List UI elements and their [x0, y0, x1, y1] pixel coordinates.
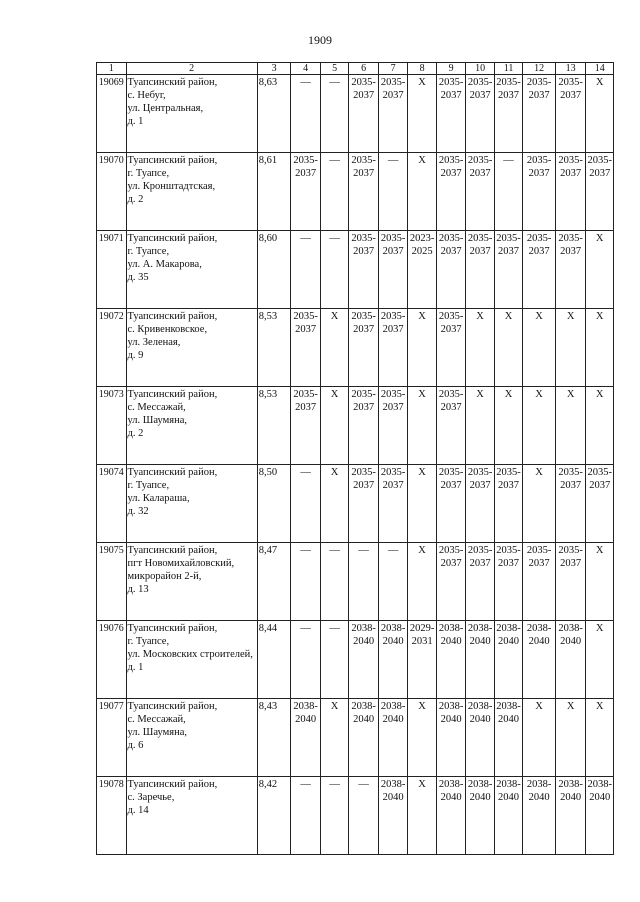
- cost-cell: 8,42: [257, 777, 291, 855]
- period-cell: —: [320, 621, 348, 699]
- period-cell: 2035- 2037: [586, 465, 614, 543]
- period-cell: —: [349, 777, 379, 855]
- row-number: 19071: [97, 231, 127, 309]
- row-number: 19069: [97, 75, 127, 153]
- period-cell: 2035- 2037: [494, 465, 522, 543]
- cost-cell: 8,47: [257, 543, 291, 621]
- cost-cell: 8,53: [257, 309, 291, 387]
- period-cell: 2035- 2037: [555, 231, 586, 309]
- period-cell: —: [291, 777, 321, 855]
- period-cell: 2035- 2037: [494, 231, 522, 309]
- header-row: [97, 63, 614, 75]
- period-cell: 2035- 2037: [378, 387, 408, 465]
- column-header: 7: [378, 63, 408, 75]
- column-header: 5: [320, 63, 348, 75]
- row-number: 19073: [97, 387, 127, 465]
- period-cell: 2038- 2040: [466, 699, 494, 777]
- table-row: [97, 309, 614, 387]
- period-cell: —: [320, 153, 348, 231]
- period-cell: 2035- 2037: [555, 75, 586, 153]
- period-cell: —: [320, 231, 348, 309]
- column-header: 12: [523, 63, 556, 75]
- period-cell: 2035- 2037: [349, 309, 379, 387]
- period-cell: —: [291, 621, 321, 699]
- period-cell: 2035- 2037: [291, 309, 321, 387]
- table-row: [97, 153, 614, 231]
- period-cell: X: [586, 387, 614, 465]
- period-cell: X: [320, 387, 348, 465]
- period-cell: 2023- 2025: [408, 231, 436, 309]
- cost-cell: 8,43: [257, 699, 291, 777]
- period-cell: X: [408, 387, 436, 465]
- period-cell: 2035- 2037: [378, 465, 408, 543]
- period-cell: —: [320, 75, 348, 153]
- period-cell: 2038- 2040: [378, 699, 408, 777]
- row-number: 19072: [97, 309, 127, 387]
- period-cell: —: [349, 543, 379, 621]
- period-cell: 2035- 2037: [494, 75, 522, 153]
- period-cell: 2035- 2037: [466, 75, 494, 153]
- period-cell: 2035- 2037: [466, 153, 494, 231]
- period-cell: X: [586, 309, 614, 387]
- period-cell: 2035- 2037: [466, 231, 494, 309]
- period-cell: 2035- 2037: [349, 231, 379, 309]
- period-cell: X: [466, 387, 494, 465]
- period-cell: 2035- 2037: [494, 543, 522, 621]
- period-cell: 2035- 2037: [378, 75, 408, 153]
- row-number: 19077: [97, 699, 127, 777]
- row-number: 19070: [97, 153, 127, 231]
- period-cell: 2038- 2040: [555, 621, 586, 699]
- period-cell: 2035- 2037: [523, 231, 556, 309]
- column-header: 13: [555, 63, 586, 75]
- address-cell: Туапсинский район, г. Туапсе, ул. Кронштадтская, д. 2: [126, 153, 257, 231]
- period-cell: 2035- 2037: [555, 465, 586, 543]
- period-cell: X: [320, 309, 348, 387]
- period-cell: X: [586, 621, 614, 699]
- column-header: 2: [126, 63, 257, 75]
- period-cell: 2035- 2037: [349, 387, 379, 465]
- column-header: 3: [257, 63, 291, 75]
- cost-cell: 8,63: [257, 75, 291, 153]
- column-header: 6: [349, 63, 379, 75]
- address-cell: Туапсинский район, г. Туапсе, ул. Калараша, д. 32: [126, 465, 257, 543]
- column-header: 8: [408, 63, 436, 75]
- period-cell: X: [408, 699, 436, 777]
- period-cell: X: [523, 309, 556, 387]
- period-cell: 2038- 2040: [494, 621, 522, 699]
- period-cell: 2035- 2037: [349, 465, 379, 543]
- period-cell: 2035- 2037: [436, 153, 466, 231]
- period-cell: X: [586, 75, 614, 153]
- period-cell: 2035- 2037: [555, 543, 586, 621]
- period-cell: X: [586, 699, 614, 777]
- period-cell: X: [586, 543, 614, 621]
- period-cell: X: [523, 387, 556, 465]
- period-cell: 2035- 2037: [378, 309, 408, 387]
- row-number: 19075: [97, 543, 127, 621]
- cost-cell: 8,60: [257, 231, 291, 309]
- period-cell: X: [494, 387, 522, 465]
- period-cell: 2038- 2040: [378, 621, 408, 699]
- period-cell: 2038- 2040: [466, 621, 494, 699]
- table-row: [97, 777, 614, 855]
- column-header: 10: [466, 63, 494, 75]
- period-cell: 2035- 2037: [378, 231, 408, 309]
- period-cell: X: [555, 309, 586, 387]
- period-cell: 2038- 2040: [494, 699, 522, 777]
- period-cell: 2035- 2037: [436, 309, 466, 387]
- period-cell: X: [466, 309, 494, 387]
- period-cell: 2038- 2040: [291, 699, 321, 777]
- period-cell: X: [408, 465, 436, 543]
- table-row: [97, 699, 614, 777]
- period-cell: 2035- 2037: [555, 153, 586, 231]
- period-cell: 2035- 2037: [436, 231, 466, 309]
- period-cell: 2035- 2037: [586, 153, 614, 231]
- column-header: 4: [291, 63, 321, 75]
- period-cell: 2035- 2037: [349, 75, 379, 153]
- table-row: [97, 543, 614, 621]
- period-cell: 2035- 2037: [291, 387, 321, 465]
- period-cell: 2035- 2037: [523, 543, 556, 621]
- period-cell: X: [586, 231, 614, 309]
- period-cell: 2035- 2037: [523, 75, 556, 153]
- period-cell: X: [494, 309, 522, 387]
- period-cell: X: [408, 75, 436, 153]
- table-row: [97, 387, 614, 465]
- period-cell: —: [320, 777, 348, 855]
- column-header: 11: [494, 63, 522, 75]
- period-cell: 2038- 2040: [349, 621, 379, 699]
- period-cell: X: [408, 153, 436, 231]
- address-cell: Туапсинский район, с. Мессажай, ул. Шаумяна, д. 6: [126, 699, 257, 777]
- period-cell: —: [494, 153, 522, 231]
- period-cell: 2035- 2037: [349, 153, 379, 231]
- period-cell: 2035- 2037: [523, 153, 556, 231]
- column-header: 9: [436, 63, 466, 75]
- row-number: 19074: [97, 465, 127, 543]
- table-row: [97, 621, 614, 699]
- period-cell: 2038- 2040: [466, 777, 494, 855]
- period-cell: —: [378, 543, 408, 621]
- period-cell: 2038- 2040: [523, 777, 556, 855]
- period-cell: 2035- 2037: [466, 465, 494, 543]
- period-cell: 2038- 2040: [494, 777, 522, 855]
- period-cell: 2038- 2040: [436, 777, 466, 855]
- column-header: 1: [97, 63, 127, 75]
- row-number: 19076: [97, 621, 127, 699]
- address-cell: Туапсинский район, с. Мессажай, ул. Шаумяна, д. 2: [126, 387, 257, 465]
- period-cell: —: [378, 153, 408, 231]
- period-cell: 2035- 2037: [291, 153, 321, 231]
- period-cell: 2038- 2040: [523, 621, 556, 699]
- period-cell: X: [408, 309, 436, 387]
- period-cell: —: [291, 465, 321, 543]
- table-row: [97, 75, 614, 153]
- period-cell: —: [291, 75, 321, 153]
- cost-cell: 8,61: [257, 153, 291, 231]
- period-cell: X: [555, 387, 586, 465]
- period-cell: X: [320, 465, 348, 543]
- period-cell: 2035- 2037: [436, 387, 466, 465]
- address-cell: Туапсинский район, с. Кривенковское, ул. Зеленая, д. 9: [126, 309, 257, 387]
- period-cell: 2035- 2037: [436, 75, 466, 153]
- period-cell: X: [408, 543, 436, 621]
- address-cell: Туапсинский район, пгт Новомихайловский, микрорайон 2-й, д. 13: [126, 543, 257, 621]
- period-cell: X: [555, 699, 586, 777]
- cost-cell: 8,53: [257, 387, 291, 465]
- address-cell: Туапсинский район, г. Туапсе, ул. А. Макарова, д. 35: [126, 231, 257, 309]
- period-cell: —: [291, 543, 321, 621]
- period-cell: 2035- 2037: [436, 543, 466, 621]
- period-cell: 2038- 2040: [349, 699, 379, 777]
- address-cell: Туапсинский район, г. Туапсе, ул. Московских строителей, д. 1: [126, 621, 257, 699]
- page-number: 1909: [308, 33, 332, 47]
- address-cell: Туапсинский район, с. Небуг, ул. Центральная, д. 1: [126, 75, 257, 153]
- address-cell: Туапсинский район, с. Заречье, д. 14: [126, 777, 257, 855]
- period-cell: 2038- 2040: [436, 621, 466, 699]
- period-cell: 2038- 2040: [378, 777, 408, 855]
- period-cell: X: [523, 465, 556, 543]
- period-cell: 2035- 2037: [466, 543, 494, 621]
- period-cell: 2038- 2040: [586, 777, 614, 855]
- register-table: [96, 62, 614, 855]
- period-cell: X: [523, 699, 556, 777]
- period-cell: 2038- 2040: [555, 777, 586, 855]
- table-row: [97, 465, 614, 543]
- period-cell: X: [320, 699, 348, 777]
- cost-cell: 8,50: [257, 465, 291, 543]
- period-cell: —: [291, 231, 321, 309]
- period-cell: X: [408, 777, 436, 855]
- row-number: 19078: [97, 777, 127, 855]
- period-cell: —: [320, 543, 348, 621]
- column-header: 14: [586, 63, 614, 75]
- cost-cell: 8,44: [257, 621, 291, 699]
- period-cell: 2029- 2031: [408, 621, 436, 699]
- period-cell: 2038- 2040: [436, 699, 466, 777]
- period-cell: 2035- 2037: [436, 465, 466, 543]
- table-row: [97, 231, 614, 309]
